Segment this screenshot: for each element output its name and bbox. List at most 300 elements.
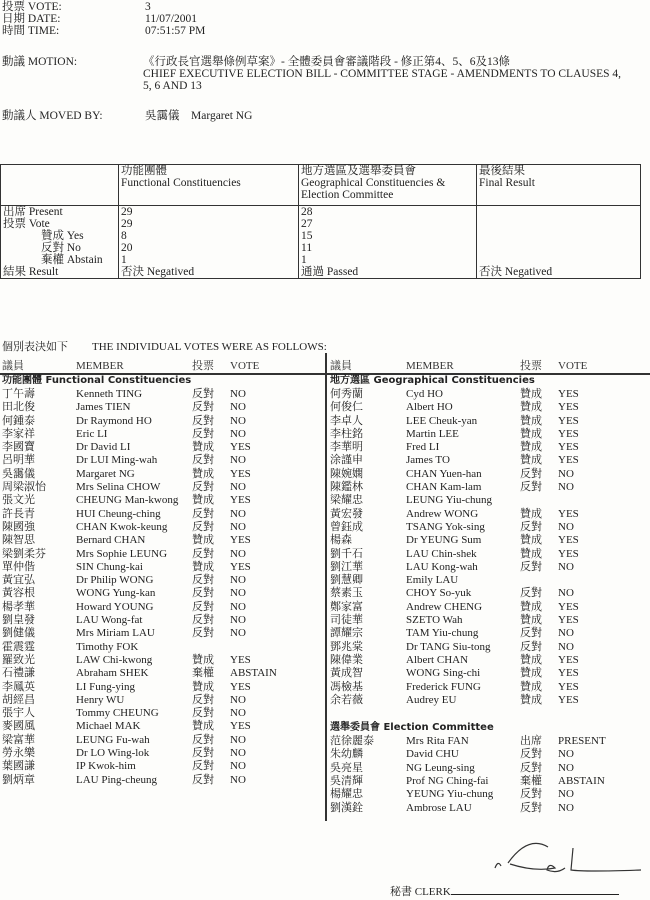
vote-chinese: 贊成 (520, 401, 542, 414)
vote-chinese: 反對 (192, 481, 214, 494)
member-name-english: IP Kwok-him (76, 760, 136, 773)
vote-chinese: 反對 (192, 414, 214, 427)
member-name-chinese: 李柱銘 (330, 427, 363, 440)
vote-english: NO (558, 520, 574, 533)
vote-english: YES (558, 388, 579, 400)
vote-english: NO (558, 761, 574, 774)
vote-chinese: 反對 (192, 733, 214, 746)
member-name-english: Mrs Miriam LAU (76, 627, 155, 640)
member-name-english: Dr Raymond HO (76, 414, 152, 427)
member-row (0, 561, 322, 574)
member-row (0, 720, 322, 733)
member-name-chinese: 李國寶 (2, 441, 35, 454)
date-label: 日期 DATE: (2, 13, 61, 25)
member-name-english: Fred LI (406, 441, 440, 454)
member-name-english: Tommy CHEUNG (76, 707, 159, 720)
member-row (328, 574, 650, 587)
vote-chinese: 贊成 (192, 560, 214, 573)
member-row (0, 707, 322, 720)
vote-english: YES (230, 680, 251, 693)
vote-number: 3 (145, 1, 151, 13)
member-row (0, 747, 322, 760)
member-name-chinese: 李家祥 (2, 427, 35, 440)
member-name-chinese: 黃成智 (330, 667, 363, 680)
vote-english: YES (558, 441, 579, 454)
member-name-chinese: 余若薇 (330, 693, 363, 706)
column-divider (325, 353, 327, 821)
member-name-chinese: 陳鑑林 (330, 481, 363, 494)
member-name-english: TAM Yiu-chung (406, 627, 479, 640)
vote-english: YES (230, 560, 251, 573)
member-name-chinese: 陳智思 (2, 534, 35, 547)
vote-chinese: 贊成 (520, 534, 542, 547)
vote-chinese: 贊成 (520, 507, 542, 520)
functional-votes-column (0, 358, 322, 787)
vote-chinese: 贊成 (192, 467, 214, 480)
individual-votes-title: 個別表決如下 THE INDIVIDUAL VOTES WERE AS FOLLOWS: (2, 341, 327, 353)
member-name-english: LAU Kong-wah (406, 560, 478, 573)
vote-chinese: 反對 (192, 507, 214, 520)
vote-chinese: 反對 (192, 627, 214, 640)
member-row (0, 774, 322, 787)
summary-corner-cell (1, 165, 119, 206)
member-row (0, 534, 322, 547)
member-name-english: James TO (406, 454, 450, 467)
member-name-chinese: 鄧兆棠 (330, 640, 363, 653)
member-row (0, 641, 322, 654)
member-name-english: Dr YEUNG Sum (406, 534, 482, 547)
vote-english: NO (558, 467, 574, 480)
member-row (328, 534, 650, 547)
member-name-chinese: 司徒華 (330, 614, 363, 627)
vote-summary-table (0, 164, 641, 279)
member-name-chinese: 吳清輝 (330, 775, 363, 788)
member-name-english: NG Leung-sing (406, 761, 475, 774)
motion-chinese: 《行政長官選舉條例草案》- 全體委員會審議階段 - 修正第4、5、6及13條 (143, 56, 511, 68)
member-name-english: Dr Philip WONG (76, 574, 154, 587)
final-result: 否決 Negatived (479, 266, 553, 278)
member-name-english: CHOY So-yuk (406, 587, 472, 600)
vote-english: YES (230, 494, 251, 507)
member-name-chinese: 許長青 (2, 507, 35, 520)
vote-english: ABSTAIN (558, 775, 605, 788)
member-name-chinese: 陳婉嫻 (330, 467, 363, 480)
member-row (328, 775, 650, 788)
vote-english: NO (558, 560, 574, 573)
member-name-english: Cyd HO (406, 388, 443, 400)
vote-chinese: 反對 (192, 401, 214, 414)
member-name-chinese: 梁劉柔芬 (2, 547, 46, 560)
motion-text (143, 56, 623, 92)
vote-english: YES (558, 653, 579, 666)
member-name-english: CHEUNG Man-kwong (76, 494, 179, 507)
member-name-english: LAU Chin-shek (406, 547, 477, 560)
vote-english: NO (558, 801, 574, 814)
member-name-chinese: 馮檢基 (330, 680, 363, 693)
member-name-english: Andrew CHENG (406, 600, 483, 613)
member-name-english: Abraham SHEK (76, 667, 149, 680)
member-name-english: Dr LUI Ming-wah (76, 454, 158, 467)
vote-english: YES (558, 693, 579, 706)
member-row (0, 481, 322, 494)
member-row (0, 401, 322, 414)
member-row (0, 441, 322, 454)
vote-chinese: 反對 (192, 693, 214, 706)
member-name-chinese: 劉漢銓 (330, 801, 363, 814)
member-row (328, 735, 650, 748)
member-name-chinese: 范徐麗泰 (330, 735, 374, 748)
member-row (328, 601, 650, 614)
vote-chinese: 贊成 (520, 667, 542, 680)
vote-chinese: 反對 (192, 388, 214, 400)
vote-chinese: 反對 (192, 747, 214, 760)
summary-header-functional: 功能團體 Functional Constituencies (119, 165, 299, 206)
date-value: 11/07/2001 (145, 13, 197, 25)
member-row (328, 401, 650, 414)
member-name-chinese: 霍震霆 (2, 640, 35, 653)
vote-chinese: 出席 (520, 735, 542, 748)
member-name-chinese: 呂明華 (2, 454, 35, 467)
summary-geographical-values: 28 27 15 11 1 通過 Passed (299, 206, 477, 279)
member-row (328, 694, 650, 707)
vote-chinese: 反對 (520, 481, 542, 494)
vote-chinese: 反對 (520, 560, 542, 573)
member-name-english: Audrey EU (406, 693, 457, 706)
geographical-result: 通過 Passed (301, 266, 359, 278)
vote-chinese: 贊成 (520, 600, 542, 613)
summary-data-row (1, 206, 641, 279)
member-row (328, 802, 650, 815)
vote-english: YES (558, 600, 579, 613)
vote-english: NO (230, 733, 246, 746)
member-name-english: James TIEN (76, 401, 131, 414)
functional-member-list (0, 388, 322, 787)
vote-english: NO (230, 481, 246, 494)
functional-section-heading: 功能團體 Functional Constituencies (2, 375, 192, 386)
vote-chinese: 贊成 (192, 441, 214, 454)
vote-english: YES (558, 614, 579, 627)
member-name-english: Albert CHAN (406, 653, 469, 666)
vote-english: NO (230, 627, 246, 640)
member-name-chinese: 梁富華 (2, 733, 35, 746)
member-row (0, 494, 322, 507)
geographical-member-list (328, 388, 650, 707)
summary-header-geographical: 地方選區及選舉委員會 Geographical Constituencies & Election Committee (299, 165, 477, 206)
vote-chinese: 反對 (192, 707, 214, 720)
member-name-english: Timothy FOK (76, 640, 139, 653)
vote-english: YES (558, 547, 579, 560)
vote-chinese: 反對 (192, 574, 214, 587)
vote-english: YES (230, 653, 251, 666)
member-name-english: Emily LAU (406, 574, 459, 587)
election-committee-section-heading: 選舉委員會 Election Committee (330, 722, 494, 734)
member-name-chinese: 劉健儀 (2, 627, 35, 640)
summary-header-row (1, 165, 641, 206)
vote-chinese: 反對 (192, 547, 214, 560)
member-name-english: Henry WU (76, 693, 125, 706)
vote-english: NO (230, 587, 246, 600)
member-name-english: David CHU (406, 748, 459, 761)
vote-chinese: 贊成 (520, 454, 542, 467)
member-row (328, 388, 650, 401)
vote-english: YES (558, 401, 579, 414)
member-row (328, 762, 650, 775)
vote-chinese: 贊成 (192, 653, 214, 666)
member-name-chinese: 麥國風 (2, 720, 35, 733)
member-name-chinese: 鄭家富 (330, 600, 363, 613)
member-name-english: CHAN Yuen-han (406, 467, 482, 480)
member-name-chinese: 楊耀忠 (330, 788, 363, 801)
vote-english: YES (558, 427, 579, 440)
vote-chinese: 反對 (520, 761, 542, 774)
member-row (0, 587, 322, 600)
member-row (0, 694, 322, 707)
vote-english: NO (558, 748, 574, 761)
member-name-english: LAW Chi-kwong (76, 653, 153, 666)
member-name-english: LAU Wong-fat (76, 614, 143, 627)
member-name-chinese: 劉江華 (330, 560, 363, 573)
vote-english: NO (230, 507, 246, 520)
member-name-english: Andrew WONG (406, 507, 479, 520)
vote-chinese: 贊成 (192, 494, 214, 507)
member-name-chinese: 胡經昌 (2, 693, 35, 706)
vote-chinese: 棄權 (192, 667, 214, 680)
vote-english: NO (230, 693, 246, 706)
member-row (0, 428, 322, 441)
vote-english: NO (230, 388, 246, 400)
summary-functional-values: 29 29 8 20 1 否決 Negatived (119, 206, 299, 279)
vote-chinese: 反對 (192, 773, 214, 786)
member-row (0, 548, 322, 561)
member-row (0, 734, 322, 747)
member-name-english: Howard YOUNG (76, 600, 154, 613)
vote-chinese: 反對 (192, 614, 214, 627)
member-row (0, 388, 322, 401)
member-name-chinese: 周梁淑怡 (2, 481, 46, 494)
election-committee-member-list (328, 735, 650, 815)
time-value: 07:51:57 PM (145, 25, 206, 37)
summary-header-final: 最後結果 Final Result (477, 165, 641, 206)
vote-chinese: 反對 (520, 640, 542, 653)
vote-english: NO (558, 627, 574, 640)
member-name-english: TSANG Yok-sing (406, 520, 485, 533)
vote-chinese: 贊成 (520, 693, 542, 706)
member-name-chinese: 李鳳英 (2, 680, 35, 693)
vote-english: NO (558, 788, 574, 801)
member-row (328, 441, 650, 454)
member-name-chinese: 田北俊 (2, 401, 35, 414)
vote-english: NO (558, 481, 574, 494)
member-row (0, 601, 322, 614)
time-label: 時間 TIME: (2, 25, 60, 37)
vote-chinese: 贊成 (192, 720, 214, 733)
member-name-chinese: 張文光 (2, 494, 35, 507)
vote-chinese: 反對 (520, 467, 542, 480)
member-name-chinese: 勞永樂 (2, 747, 35, 760)
summary-row-labels: 出席 Present 投票 Vote 贊成 Yes 反對 No 棄權 Abstain 結果 Result (1, 206, 119, 279)
member-row (328, 627, 650, 640)
member-name-chinese: 曾鈺成 (330, 520, 363, 533)
vote-english: NO (230, 614, 246, 627)
vote-chinese: 反對 (520, 801, 542, 814)
vote-english: NO (230, 454, 246, 467)
clerk-label: 秘書 CLERK (390, 886, 451, 898)
member-name-chinese: 石禮謙 (2, 667, 35, 680)
member-name-chinese: 羅致光 (2, 653, 35, 666)
vote-english: PRESENT (558, 735, 606, 748)
vote-chinese: 反對 (192, 520, 214, 533)
member-row (328, 454, 650, 467)
vote-chinese: 贊成 (520, 441, 542, 454)
member-name-chinese: 譚耀宗 (330, 627, 363, 640)
member-name-english: WONG Yung-kan (76, 587, 156, 600)
member-name-chinese: 黃容根 (2, 587, 35, 600)
member-name-english: LEUNG Fu-wah (76, 733, 150, 746)
member-row (328, 788, 650, 801)
vote-chinese: 反對 (192, 760, 214, 773)
member-name-chinese: 梁耀忠 (330, 494, 363, 507)
member-name-chinese: 蔡素玉 (330, 587, 363, 600)
vote-english: NO (230, 574, 246, 587)
member-name-english: LEUNG Yiu-chung (406, 494, 493, 507)
functional-result: 否決 Negatived (121, 266, 195, 278)
motion-label: 動議 MOTION: (2, 56, 78, 68)
vote-english: YES (558, 454, 579, 467)
member-name-english: HUI Cheung-ching (76, 507, 161, 520)
member-row (328, 494, 650, 507)
member-name-chinese: 劉慧卿 (330, 574, 363, 587)
member-name-english: Dr LO Wing-lok (76, 747, 150, 760)
member-row (328, 521, 650, 534)
vote-english: YES (558, 680, 579, 693)
vote-chinese: 贊成 (520, 614, 542, 627)
vote-chinese: 反對 (520, 748, 542, 761)
member-row (328, 561, 650, 574)
vote-chinese: 贊成 (520, 547, 542, 560)
member-row (0, 681, 322, 694)
member-name-english: Dr David LI (76, 441, 131, 454)
member-row (0, 627, 322, 640)
vote-chinese: 反對 (520, 520, 542, 533)
vote-english: NO (230, 773, 246, 786)
member-row (328, 641, 650, 654)
vote-chinese: 反對 (520, 587, 542, 600)
member-row (0, 667, 322, 680)
member-name-english: Dr TANG Siu-tong (406, 640, 491, 653)
member-name-english: YEUNG Yiu-chung (406, 788, 494, 801)
member-name-chinese: 何秀蘭 (330, 388, 363, 400)
vote-chinese: 反對 (520, 788, 542, 801)
vote-chinese: 贊成 (520, 680, 542, 693)
member-name-english: Martin LEE (406, 427, 459, 440)
vote-chinese: 贊成 (520, 414, 542, 427)
member-row (328, 468, 650, 481)
member-name-english: Mrs Rita FAN (406, 735, 469, 748)
member-row (328, 481, 650, 494)
column-header-row: 議員 MEMBER 投票 VOTE (2, 360, 260, 372)
member-row (0, 468, 322, 481)
vote-english: ABSTAIN (230, 667, 277, 680)
member-row (328, 667, 650, 680)
member-name-english: LEE Cheuk-yan (406, 414, 478, 427)
member-name-english: Mrs Sophie LEUNG (76, 547, 168, 560)
member-name-chinese: 單仲偕 (2, 560, 35, 573)
member-row (328, 508, 650, 521)
member-name-chinese: 丁午壽 (2, 388, 35, 400)
member-name-chinese: 劉千石 (330, 547, 363, 560)
member-name-english: CHAN Kam-lam (406, 481, 482, 494)
vote-english: NO (230, 707, 246, 720)
member-name-english: Margaret NG (76, 467, 135, 480)
member-name-english: LAU Ping-cheung (76, 773, 157, 786)
member-name-chinese: 陳偉業 (330, 653, 363, 666)
column-header-row: 議員 MEMBER 投票 VOTE (330, 360, 588, 372)
member-name-chinese: 吳靄儀 (2, 467, 35, 480)
member-name-english: Mrs Selina CHOW (76, 481, 161, 494)
vote-english: NO (230, 747, 246, 760)
member-row (0, 508, 322, 521)
vote-chinese: 反對 (192, 600, 214, 613)
member-row (0, 760, 322, 773)
vote-chinese: 贊成 (520, 653, 542, 666)
member-row (328, 548, 650, 561)
vote-english: NO (558, 640, 574, 653)
member-name-chinese: 劉皇發 (2, 614, 35, 627)
vote-chinese: 反對 (192, 454, 214, 467)
vote-english: NO (230, 547, 246, 560)
member-name-chinese: 朱幼麟 (330, 748, 363, 761)
vote-english: NO (558, 587, 574, 600)
moved-by-label: 動議人 MOVED BY: (2, 110, 103, 122)
member-row (0, 521, 322, 534)
clerk-signature (470, 838, 650, 878)
vote-english: YES (558, 534, 579, 547)
member-name-english: Bernard CHAN (76, 534, 146, 547)
vote-english: YES (558, 507, 579, 520)
member-row (328, 681, 650, 694)
vote-chinese: 贊成 (520, 388, 542, 400)
member-name-chinese: 陳國強 (2, 520, 35, 533)
vote-label: 投票 VOTE: (2, 1, 62, 13)
member-row (328, 654, 650, 667)
member-name-chinese: 李卓人 (330, 414, 363, 427)
vote-english: YES (230, 720, 251, 733)
vote-chinese: 反對 (520, 627, 542, 640)
member-row (328, 748, 650, 761)
member-name-english: Albert HO (406, 401, 453, 414)
vote-chinese: 贊成 (192, 680, 214, 693)
vote-english: NO (230, 760, 246, 773)
member-row (328, 415, 650, 428)
moved-by-value: 吳靄儀 Margaret NG (145, 110, 253, 122)
summary-final-values (477, 206, 641, 279)
member-name-english: Frederick FUNG (406, 680, 481, 693)
vote-english: YES (230, 441, 251, 454)
vote-chinese: 棄權 (520, 775, 542, 788)
member-name-chinese: 何鍾泰 (2, 414, 35, 427)
member-name-english: Eric LI (76, 427, 108, 440)
vote-english: NO (230, 414, 246, 427)
vote-english: NO (230, 427, 246, 440)
member-name-chinese: 楊森 (330, 534, 352, 547)
member-name-chinese: 黃宏發 (330, 507, 363, 520)
geographical-votes-column (328, 358, 650, 815)
member-row (0, 614, 322, 627)
member-row (328, 614, 650, 627)
member-row (0, 454, 322, 467)
member-name-english: Ambrose LAU (406, 801, 472, 814)
member-name-english: SZETO Wah (406, 614, 463, 627)
